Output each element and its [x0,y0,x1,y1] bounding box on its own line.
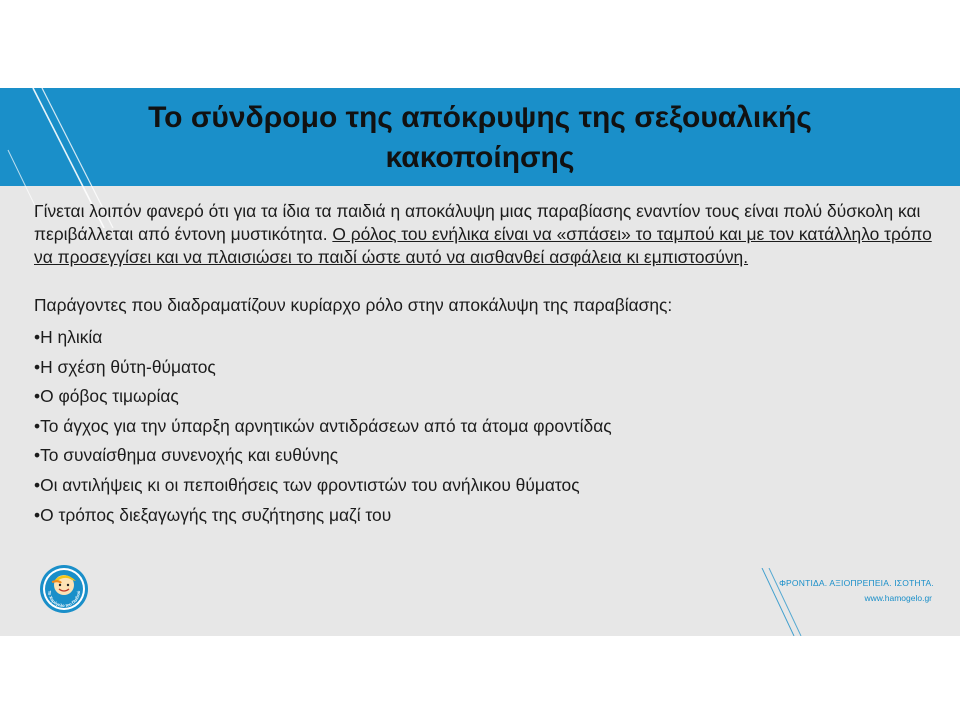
factor-item: •Το συναίσθημα συνενοχής και ευθύνης [34,445,339,466]
logo-text: Το Χαμόγελο του Παιδιού [46,590,82,609]
factor-item: •Ο τρόπος διεξαγωγής της συζήτησης μαζί του [34,504,392,525]
footer-tagline: ΦΡΟΝΤΙΔΑ. ΑΞΙΟΠΡΕΠΕΙΑ. ΙΣΟΤΗΤΑ. [779,578,934,588]
factor-item: •Το άγχος για την ύπαρξη αρνητικών αντιδράσεων από τα άτομα φροντίδας [34,415,612,436]
factors-list [34,323,934,530]
footer-url[interactable]: www.hamogelo.gr [864,593,932,603]
title-line-2: κακοποίησης [385,141,575,174]
slide [0,88,960,636]
factors-heading: Παράγοντες που διαδραματίζουν κυρίαρχο ρόλο στην αποκάλυψη της παραβίασης: [34,295,673,315]
slide-title [70,98,890,178]
hamogelo-logo [39,564,89,614]
intro-text: Γίνεται λοιπόν φανερό ότι για τα ίδια τα παιδιά η αποκάλυψη μιας παραβίασης εναντίον τους είναι πολύ δύσκολη και περιβάλλεται από έντονη μυστικότητα. [34,201,921,244]
factor-item: •Οι αντιλήψεις κι οι πεποιθήσεις των φροντιστών του ανήλικου θύματος [34,474,580,495]
factor-item: •Η ηλικία [34,327,103,347]
slide-body [34,200,934,530]
intro-paragraph [34,200,934,269]
factor-item: •Ο φόβος τιμωρίας [34,386,179,407]
adult-role-text: Ο ρόλος του ενήλικα είναι να «σπάσει» το ταμπού και με τον κατάλληλο τρόπο να προσεγγίσει και να πλαισιώσει το παιδί ώστε αυτό να αισθανθεί ασφάλεια κι εμπιστοσύνη. [34,224,932,267]
factor-item: •Η σχέση θύτη-θύματος [34,356,216,377]
title-line-1: Το σύνδρομο της απόκρυψης της σεξουαλικής [148,101,812,134]
